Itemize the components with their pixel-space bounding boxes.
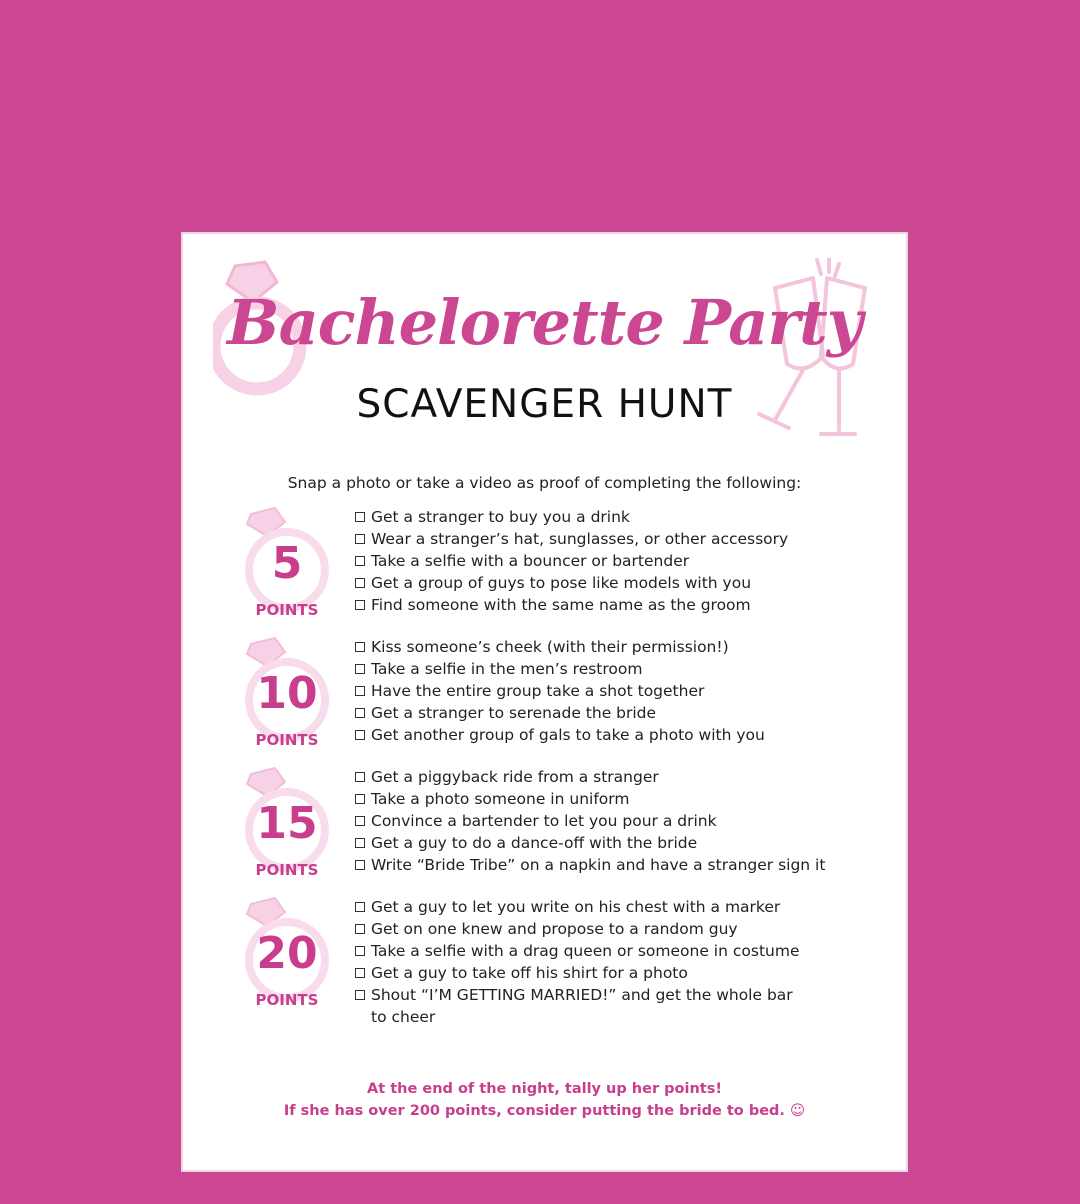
task-item: Find someone with the same name as the groom: [355, 594, 875, 616]
title-script: Bachelorette Party: [227, 286, 862, 359]
checkbox[interactable]: [355, 816, 365, 826]
task-item: Get on one knew and propose to a random guy: [355, 918, 875, 940]
points-badge: [241, 506, 341, 626]
task-item: Have the entire group take a shot together: [355, 680, 875, 702]
checkbox[interactable]: [355, 512, 365, 522]
task-item: Shout “I’M GETTING MARRIED!” and get the whole bar to cheer: [355, 984, 875, 1028]
intro-text: Snap a photo or take a video as proof of completing the following:: [287, 474, 802, 492]
closing-note: [183, 1078, 906, 1122]
points-badge: [241, 766, 341, 886]
points-badge: [241, 636, 341, 756]
task-item: Take a selfie with a bouncer or bartender: [355, 550, 875, 572]
task-item: Take a selfie with a drag queen or someone in costume: [355, 940, 875, 962]
checkbox[interactable]: [355, 642, 365, 652]
points-badge: [241, 896, 341, 1016]
checkbox[interactable]: [355, 686, 365, 696]
closing-line-2: If she has over 200 points, consider putting the bride to bed. ☺: [283, 1103, 806, 1119]
checkbox[interactable]: [355, 860, 365, 870]
task-item: Get a guy to let you write on his chest with a marker: [355, 896, 875, 918]
closing-line-1: At the end of the night, tally up her points!: [367, 1081, 722, 1097]
checkbox[interactable]: [355, 990, 365, 1000]
subtitle: SCAVENGER HUNT: [356, 382, 733, 427]
task-list: [355, 506, 875, 616]
task-item: Get a guy to do a dance-off with the bride: [355, 832, 875, 854]
task-item: Get a group of guys to pose like models with you: [355, 572, 875, 594]
task-item: Get a piggyback ride from a stranger: [355, 766, 875, 788]
task-list: [355, 896, 875, 1028]
points-value: 5: [271, 538, 303, 589]
checkbox[interactable]: [355, 730, 365, 740]
scavenger-hunt-sheet: [183, 234, 906, 1170]
task-item: Take a photo someone in uniform: [355, 788, 875, 810]
task-item: Get a stranger to buy you a drink: [355, 506, 875, 528]
task-list: [355, 766, 875, 876]
checkbox[interactable]: [355, 708, 365, 718]
points-label: POINTS: [255, 991, 319, 1009]
points-value: 20: [256, 928, 318, 979]
points-label: POINTS: [255, 601, 319, 619]
checkbox[interactable]: [355, 902, 365, 912]
checkbox[interactable]: [355, 600, 365, 610]
points-label: POINTS: [255, 731, 319, 749]
task-item: Take a selfie in the men’s restroom: [355, 658, 875, 680]
checkbox[interactable]: [355, 838, 365, 848]
task-item: Get a guy to take off his shirt for a photo: [355, 962, 875, 984]
checkbox[interactable]: [355, 578, 365, 588]
task-item: Kiss someone’s cheek (with their permission!): [355, 636, 875, 658]
task-list: [355, 636, 875, 746]
task-item: Get another group of gals to take a photo with you: [355, 724, 875, 746]
points-value: 15: [256, 798, 318, 849]
checkbox[interactable]: [355, 924, 365, 934]
points-label: POINTS: [255, 861, 319, 879]
checkbox[interactable]: [355, 556, 365, 566]
checkbox[interactable]: [355, 946, 365, 956]
checkbox[interactable]: [355, 794, 365, 804]
checkbox[interactable]: [355, 968, 365, 978]
checkbox[interactable]: [355, 664, 365, 674]
task-item: Wear a stranger’s hat, sunglasses, or other accessory: [355, 528, 875, 550]
task-item: Write “Bride Tribe” on a napkin and have a stranger sign it: [355, 854, 875, 876]
checkbox[interactable]: [355, 772, 365, 782]
checkbox[interactable]: [355, 534, 365, 544]
task-item: Get a stranger to serenade the bride: [355, 702, 875, 724]
task-item: Convince a bartender to let you pour a drink: [355, 810, 875, 832]
points-value: 10: [256, 668, 318, 719]
